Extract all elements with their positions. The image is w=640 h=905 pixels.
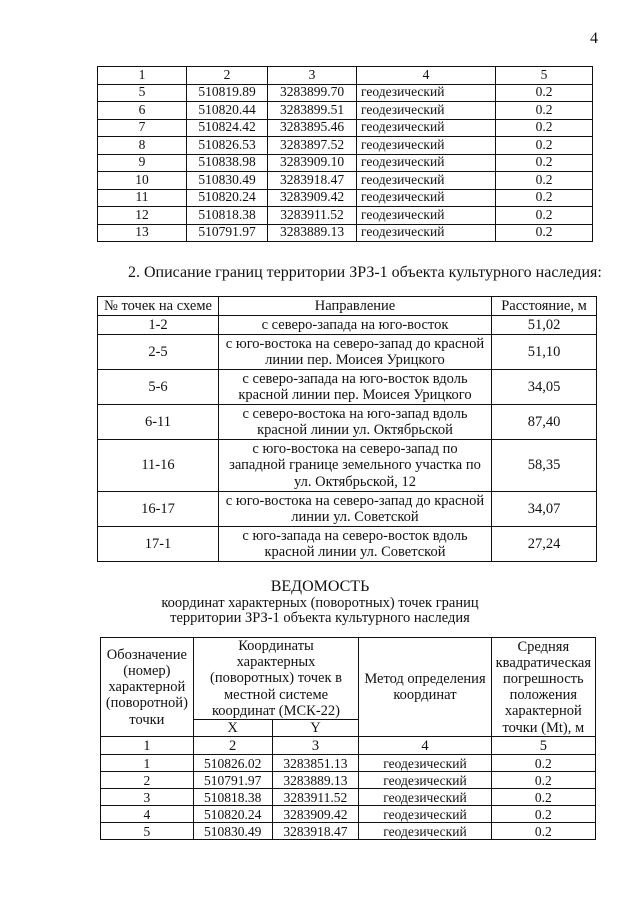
header-direction: Направление [219,297,492,316]
error: 0.2 [496,224,593,242]
table-row [98,154,593,172]
table-row [101,823,596,840]
table-header-row [98,297,597,316]
table-row [98,316,597,335]
coord-x: 510838.98 [187,154,268,172]
segment-distance: 51,10 [492,335,597,370]
point-number: 6 [98,102,187,120]
segment-points: 16-17 [98,492,219,527]
coord-x: 510820.44 [187,102,268,120]
method: геодезический [357,207,496,225]
segment-points: 6-11 [98,405,219,440]
coord-x: 510819.89 [187,84,268,102]
boundary-description-table [97,296,597,562]
coord-x: 510791.97 [187,224,268,242]
method: геодезический [357,189,496,207]
header-points: № точек на схеме [98,297,219,316]
table-row [98,137,593,155]
method: геодезический [357,224,496,242]
statement-subtitle [0,596,640,626]
segment-distance: 58,35 [492,440,597,492]
point-number: 7 [98,119,187,137]
method: геодезический [357,154,496,172]
table-row [98,405,597,440]
column-number: 5 [496,67,593,85]
column-number: 2 [193,737,272,755]
table-header-row [101,638,596,720]
table-row [98,492,597,527]
segment-distance: 51,02 [492,316,597,335]
coord-x: 510820.24 [187,189,268,207]
point-number: 13 [98,224,187,242]
table-row [98,527,597,562]
table-row [101,806,596,823]
coord-x: 510826.02 [193,755,272,772]
segment-distance: 34,05 [492,370,597,405]
coord-y: 3283897.52 [268,137,357,155]
column-number: 1 [98,67,187,85]
segment-direction: с северо-запада на юго-восток [219,316,492,335]
error: 0.2 [491,772,595,789]
table-row [98,119,593,137]
statement-title: ВЕДОМОСТЬ [270,578,370,595]
coord-y: 3283889.13 [268,224,357,242]
point-number: 10 [98,172,187,190]
table-row [98,102,593,120]
segment-direction: с северо-востока на юго-запад вдоль красной линии ул. Октябрьской [219,405,492,440]
header-designation: Обозначение (номер) характерной (поворотной) точки [101,638,194,737]
error: 0.2 [491,823,595,840]
error: 0.2 [491,806,595,823]
coord-x: 510824.42 [187,119,268,137]
table-row [101,772,596,789]
header-y: Y [272,720,359,737]
column-number: 4 [359,737,491,755]
coord-y: 3283909.42 [268,189,357,207]
table-row [98,440,597,492]
error: 0.2 [496,207,593,225]
page-number: 4 [590,30,598,47]
column-number: 2 [187,67,268,85]
coord-y: 3283918.47 [272,823,359,840]
coord-x: 510820.24 [193,806,272,823]
coord-y: 3283899.51 [268,102,357,120]
method: геодезический [357,137,496,155]
table-row [98,335,597,370]
table-row [98,189,593,207]
segment-distance: 87,40 [492,405,597,440]
error: 0.2 [496,154,593,172]
coord-y: 3283899.70 [268,84,357,102]
error: 0.2 [491,789,595,806]
coord-y: 3283909.10 [268,154,357,172]
header-coordinates: Координаты характерных (поворотных) точек в местной системе координат (МСК-22) [193,638,359,720]
statement-coordinates-table [100,637,596,840]
point-number: 2 [101,772,194,789]
header-method: Метод определения координат [359,638,491,737]
coord-x: 510818.38 [193,789,272,806]
segment-direction: с юго-востока на северо-запад до красной линии ул. Советской [219,492,492,527]
coord-x: 510791.97 [193,772,272,789]
header-x: X [193,720,272,737]
method: геодезический [357,119,496,137]
segment-points: 1-2 [98,316,219,335]
statement-subtitle-line: территории ЗРЗ-1 объекта культурного наследия [170,610,470,627]
table-row [98,172,593,190]
coord-y: 3283911.52 [272,789,359,806]
method: геодезический [359,772,491,789]
point-number: 4 [101,806,194,823]
header-distance: Расстояние, м [492,297,597,316]
table-row [98,224,593,242]
error: 0.2 [496,102,593,120]
segment-distance: 34,07 [492,492,597,527]
error: 0.2 [496,137,593,155]
method: геодезический [359,755,491,772]
coord-x: 510826.53 [187,137,268,155]
method: геодезический [357,172,496,190]
segment-points: 17-1 [98,527,219,562]
column-number: 3 [268,67,357,85]
header-error: Средняя квадратическая погрешность положения характерной точки (Mt), м [491,638,595,737]
table-row [98,370,597,405]
point-number: 8 [98,137,187,155]
column-number: 4 [357,67,496,85]
point-number: 11 [98,189,187,207]
coord-x: 510818.38 [187,207,268,225]
segment-points: 5-6 [98,370,219,405]
coord-y: 3283911.52 [268,207,357,225]
error: 0.2 [491,755,595,772]
segment-direction: с юго-востока на северо-запад до красной линии пер. Моисея Урицкого [219,335,492,370]
error: 0.2 [496,189,593,207]
point-number: 12 [98,207,187,225]
segment-direction: с юго-востока на северо-запад по западной границе земельного участка по ул. Октябрьской, 12 [219,440,492,492]
segment-points: 11-16 [98,440,219,492]
point-number: 9 [98,154,187,172]
method: геодезический [357,84,496,102]
point-number: 5 [98,84,187,102]
table-row [98,84,593,102]
coord-y: 3283895.46 [268,119,357,137]
table-row [98,207,593,225]
method: геодезический [359,806,491,823]
method: геодезический [357,102,496,120]
point-number: 5 [101,823,194,840]
segment-direction: с северо-запада на юго-восток вдоль красной линии пер. Моисея Урицкого [219,370,492,405]
statement-subtitle-line: координат характерных (поворотных) точек границ [161,595,479,611]
coord-x: 510830.49 [187,172,268,190]
coord-x: 510830.49 [193,823,272,840]
section-2-title: 2. Описание границ территории ЗРЗ-1 объекта культурного наследия: [128,264,602,281]
table-row [101,789,596,806]
segment-direction: с юго-запада на северо-восток вдоль красной линии ул. Советской [219,527,492,562]
coord-y: 3283889.13 [272,772,359,789]
column-number: 3 [272,737,359,755]
coord-y: 3283851.13 [272,755,359,772]
method: геодезический [359,789,491,806]
error: 0.2 [496,119,593,137]
column-number-row [101,737,596,755]
coord-y: 3283918.47 [268,172,357,190]
error: 0.2 [496,172,593,190]
error: 0.2 [496,84,593,102]
point-number: 3 [101,789,194,806]
method: геодезический [359,823,491,840]
coord-y: 3283909.42 [272,806,359,823]
segment-distance: 27,24 [492,527,597,562]
coordinates-table-continued [97,66,593,242]
column-number: 5 [491,737,595,755]
point-number: 1 [101,755,194,772]
column-number-row [98,67,593,85]
segment-points: 2-5 [98,335,219,370]
table-row [101,755,596,772]
column-number: 1 [101,737,194,755]
